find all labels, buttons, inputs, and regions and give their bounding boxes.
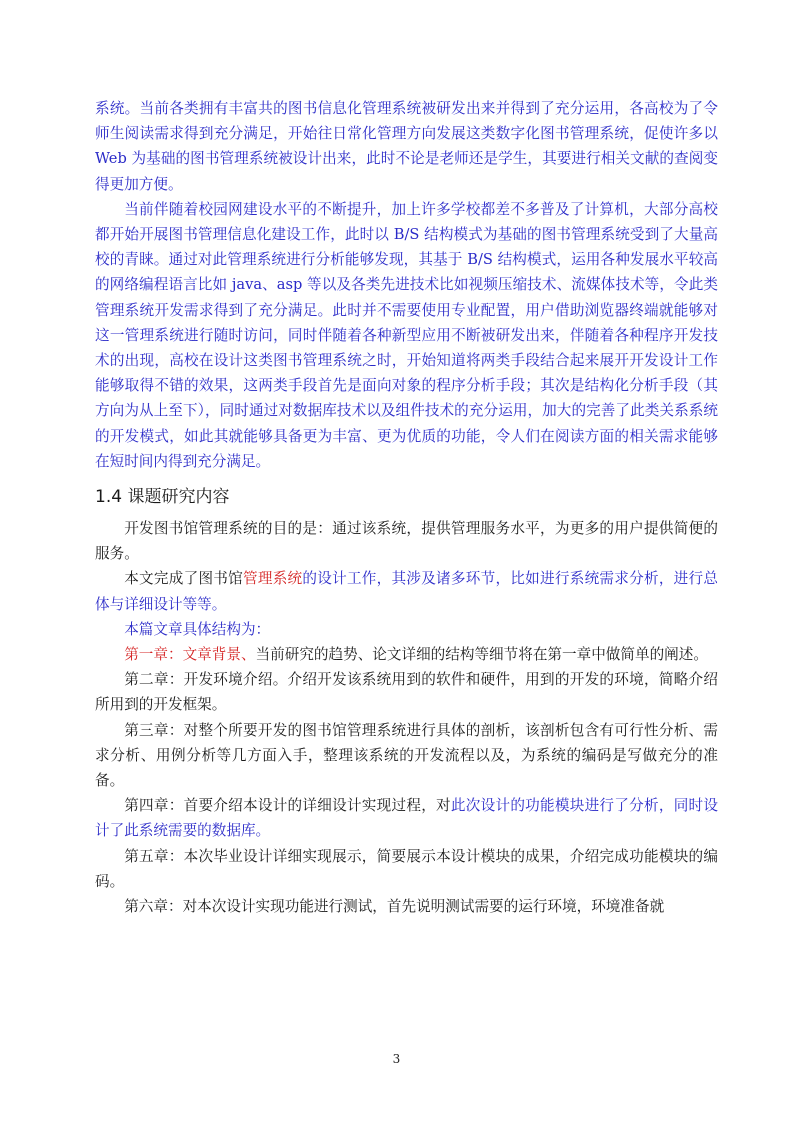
chapter-1-text: 当前研究的趋势、论文详细的结构等细节将在第一章中做简单的阐述。 xyxy=(255,646,708,664)
paragraph-intro: 系统。当前各类拥有丰富共的图书信息化管理系统被研发出来并得到了充分运用，各高校为了令师生阅读需求得到充分满足，开始往日常化管理方向发展这类数字化图书管理系统，促使许多以 Web 为基础的图书管理系统被设计出来，此时不论是老师还是学生，其要进行相关文献的查阅变得更加方便。 xyxy=(95,100,718,193)
document-body xyxy=(95,96,718,919)
paragraph-chapter-1 xyxy=(95,642,718,667)
paragraph-chapter-6: 第六章：对本次设计实现功能进行测试，首先说明测试需要的运行环境，环境准备就 xyxy=(124,898,665,916)
section-heading: 1.4 课题研究内容 xyxy=(95,487,230,508)
work-done-text-blue: 的设计工作，其涉及诸多环节，比如进行系统需求分析，进行总体与详细设计等等。 xyxy=(95,570,718,613)
work-done-text-red: 管理系统 xyxy=(243,570,303,588)
paragraph-structure-intro: 本篇文章具体结构为： xyxy=(124,620,271,638)
chapter-4-text-blue: 此次设计的功能模块进行了分析，同时设计了此系统需要的数据库。 xyxy=(95,797,718,840)
page-number: 3 xyxy=(392,1052,401,1066)
chapter-1-text-red: 第一章：文章背景、 xyxy=(124,646,256,664)
paragraph-chapter-4 xyxy=(95,793,718,843)
paragraph-bs-structure: 当前伴随着校园网建设水平的不断提升，加上许多学校都差不多普及了计算机，大部分高校都开始开展图书管理信息化建设工作，此时以 B/S 结构模式为基础的图书管理系统受到了大量高校的青睐。通过对此管理系统进行分析能够发现，其基于 B/S 结构模式，运用各种发展水平较高的网络编程语言比如 java、asp 等以及各类先进技术比如视频压缩技术、流媒体技术等，令此类管理系统开发需求得到了充分满足。此时并不需要使用专业配置，用户借助浏览器终端就能够对这一管理系统进行随时访问，同时伴随着各种新型应用不断被研发出来，伴随着各种程序开发技术的出现，高校在设计这类图书管理系统之时，开始知道将两类手段结合起来展开开发设计工作能够取得不错的效果，这两类手段首先是面向对象的程序分析手段；其次是结构化分析手段（其方向为从上至下），同时通过对数据库技术以及组件技术的充分运用，加大的完善了此类关系系统的开发模式，如此其就能够具备更为丰富、更为优质的功能，令人们在阅读方面的相关需求能够在短时间内得到充分满足。 xyxy=(95,200,718,470)
chapter-4-text: 第四章：首要介绍本设计的详细设计实现过程，对 xyxy=(124,797,451,815)
work-done-text-a: 本文完成了图书馆 xyxy=(124,570,243,588)
paragraph-chapter-5: 第五章：本次毕业设计详细实现展示，简要展示本设计模块的成果，介绍完成功能模块的编码。 xyxy=(95,847,718,890)
paragraph-chapter-3: 第三章：对整个所要开发的图书馆管理系统进行具体的剖析，该剖析包含有可行性分析、需求分析、用例分析等几方面入手，整理该系统的开发流程以及，为系统的编码是写做充分的准备。 xyxy=(95,721,718,790)
paragraph-work-done xyxy=(95,566,718,616)
paragraph-purpose: 开发图书馆管理系统的目的是：通过该系统，提供管理服务水平，为更多的用户提供简便的服务。 xyxy=(95,520,718,563)
paragraph-chapter-2: 第二章：开发环境介绍。介绍开发该系统用到的软件和硬件，用到的开发的环境，简略介绍所用到的开发框架。 xyxy=(95,671,718,714)
